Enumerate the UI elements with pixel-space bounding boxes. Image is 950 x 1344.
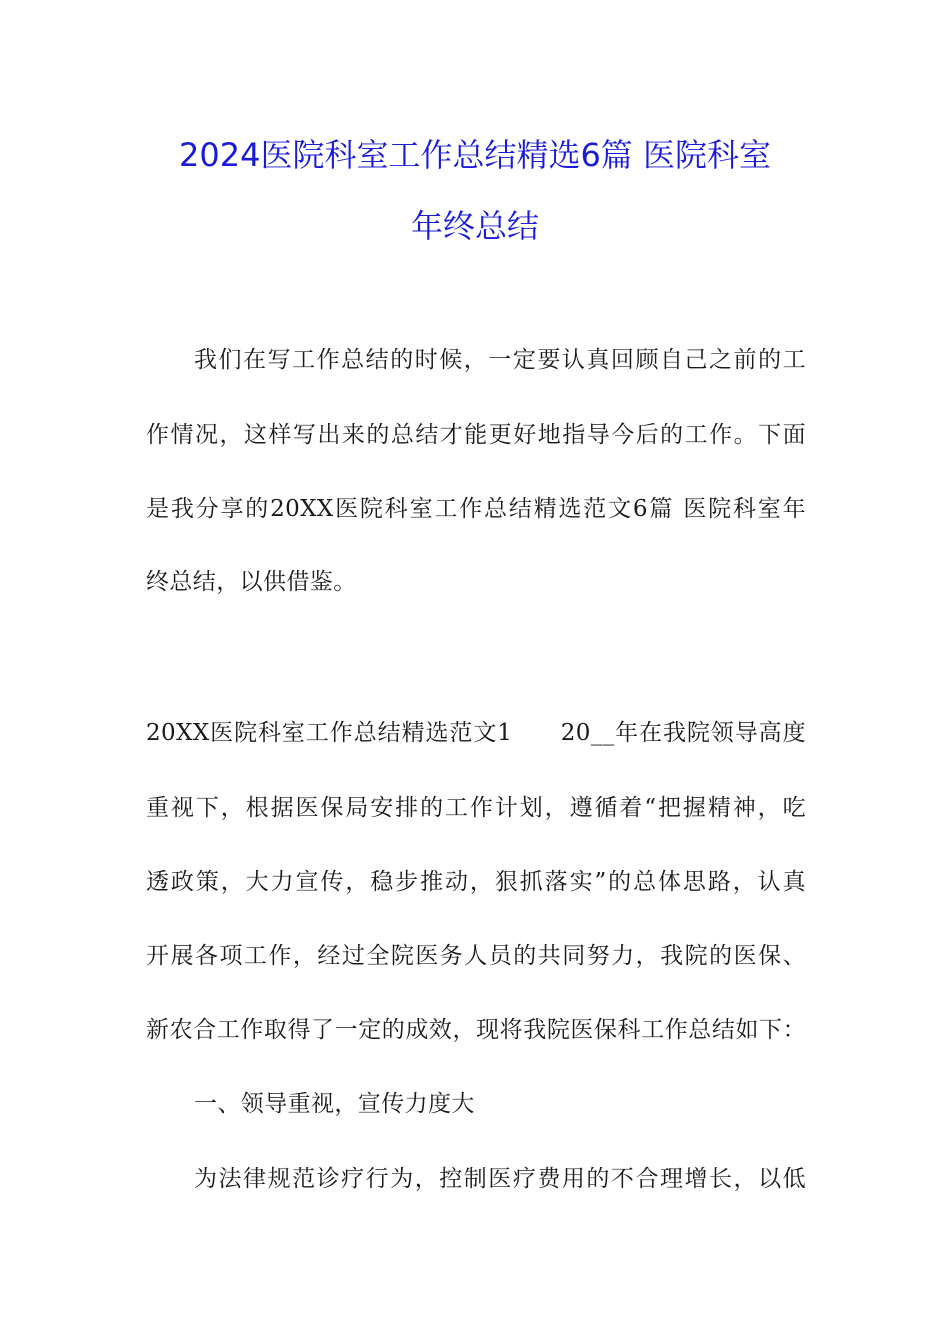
paragraph-one-line-1: 为法律规范诊疗行为，控制医疗费用的不合理增长，以低 [194, 1166, 806, 1192]
section-line-3: 透政策，大力宣传，稳步推动，狠抓落实”的总体思路，认真 [146, 869, 806, 895]
section-line-1: 20XX医院科室工作总结精选范文1 20__年在我院领导高度 [146, 720, 806, 746]
section-line-2: 重视下，根据医保局安排的工作计划，遵循着“把握精神，吃 [146, 795, 806, 821]
document-title-line-1: 2024医院科室工作总结精选6篇 医院科室 [179, 136, 771, 174]
section-line-4: 开展各项工作，经过全院医务人员的共同努力，我院的医保、 [146, 943, 806, 969]
heading-one: 一、领导重视，宣传力度大 [194, 1091, 475, 1117]
document-title-line-2: 年终总结 [410, 207, 539, 245]
intro-line-4: 终总结，以供借鉴。 [146, 569, 357, 595]
intro-line-3: 是我分享的20XX医院科室工作总结精选范文6篇 医院科室年 [146, 496, 806, 522]
intro-line-1: 我们在写工作总结的时候，一定要认真回顾自己之前的工 [194, 347, 806, 373]
section-line-5: 新农合工作取得了一定的成效，现将我院医保科工作总结如下： [146, 1017, 806, 1043]
intro-line-2: 作情况，这样写出来的总结才能更好地指导今后的工作。下面 [146, 422, 806, 448]
